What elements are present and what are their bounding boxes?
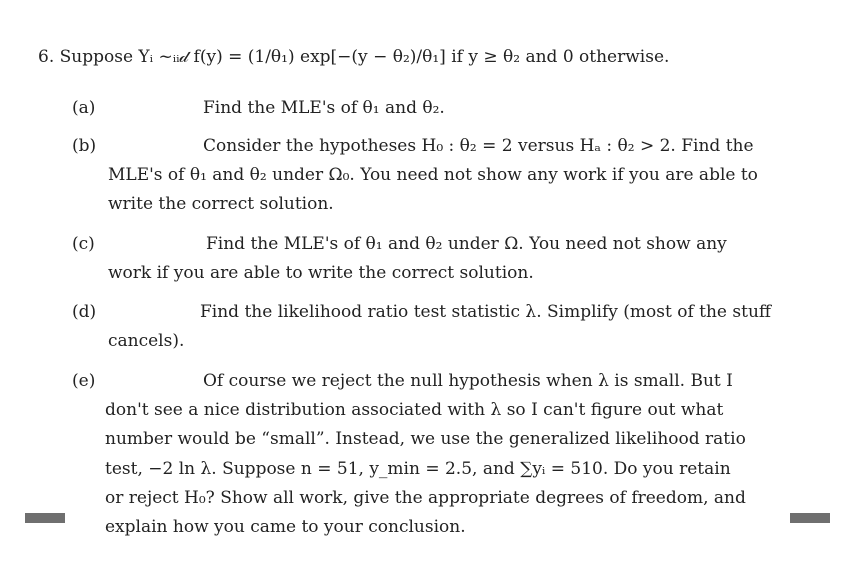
- part-b-line-2: MLE's of θ₁ and θ₂ under Ω₀. You need not show any work if you are able to: [108, 165, 758, 185]
- problem-number: 6.: [38, 47, 55, 67]
- left-edge-bar: [25, 513, 65, 523]
- part-e-line-4: test, −2 ln λ. Suppose n = 51, y_min = 2.5, and ∑yᵢ = 510. Do you retain: [105, 459, 731, 479]
- part-d-line-1: Find the likelihood ratio test statistic λ. Simplify (most of the stuff: [200, 302, 771, 322]
- part-b-line-1: Consider the hypotheses H₀ : θ₂ = 2 versus Hₐ : θ₂ > 2. Find the: [203, 136, 754, 156]
- part-d-label: (d): [72, 302, 97, 322]
- part-a-label: (a): [72, 98, 96, 118]
- part-c-label: (c): [72, 234, 95, 254]
- right-edge-bar: [790, 513, 830, 523]
- part-b-line-3: write the correct solution.: [108, 194, 334, 214]
- problem-text: Suppose Yᵢ ~ᵢᵢ𝒹 f(y) = (1/θ₁) exp[−(y − θ₂)/θ₁] if y ≥ θ₂ and 0 otherwise.: [59, 47, 670, 67]
- part-e-line-3: number would be “small”. Instead, we use the generalized likelihood ratio: [105, 429, 746, 449]
- part-e-line-5: or reject H₀? Show all work, give the appropriate degrees of freedom, and: [105, 488, 746, 508]
- part-a-line-1: Find the MLE's of θ₁ and θ₂.: [203, 98, 445, 118]
- part-e-label: (e): [72, 371, 96, 391]
- problem-statement: [38, 46, 669, 68]
- part-c-line-1: Find the MLE's of θ₁ and θ₂ under Ω. You need not show any: [206, 234, 727, 254]
- part-e-line-6: explain how you came to your conclusion.: [105, 517, 466, 537]
- part-e-line-1: Of course we reject the null hypothesis when λ is small. But I: [203, 371, 733, 391]
- part-b-label: (b): [72, 136, 97, 156]
- part-d-line-2: cancels).: [108, 331, 185, 351]
- part-e-line-2: don't see a nice distribution associated with λ so I can't figure out what: [105, 400, 724, 420]
- part-c-line-2: work if you are able to write the correct solution.: [108, 263, 534, 283]
